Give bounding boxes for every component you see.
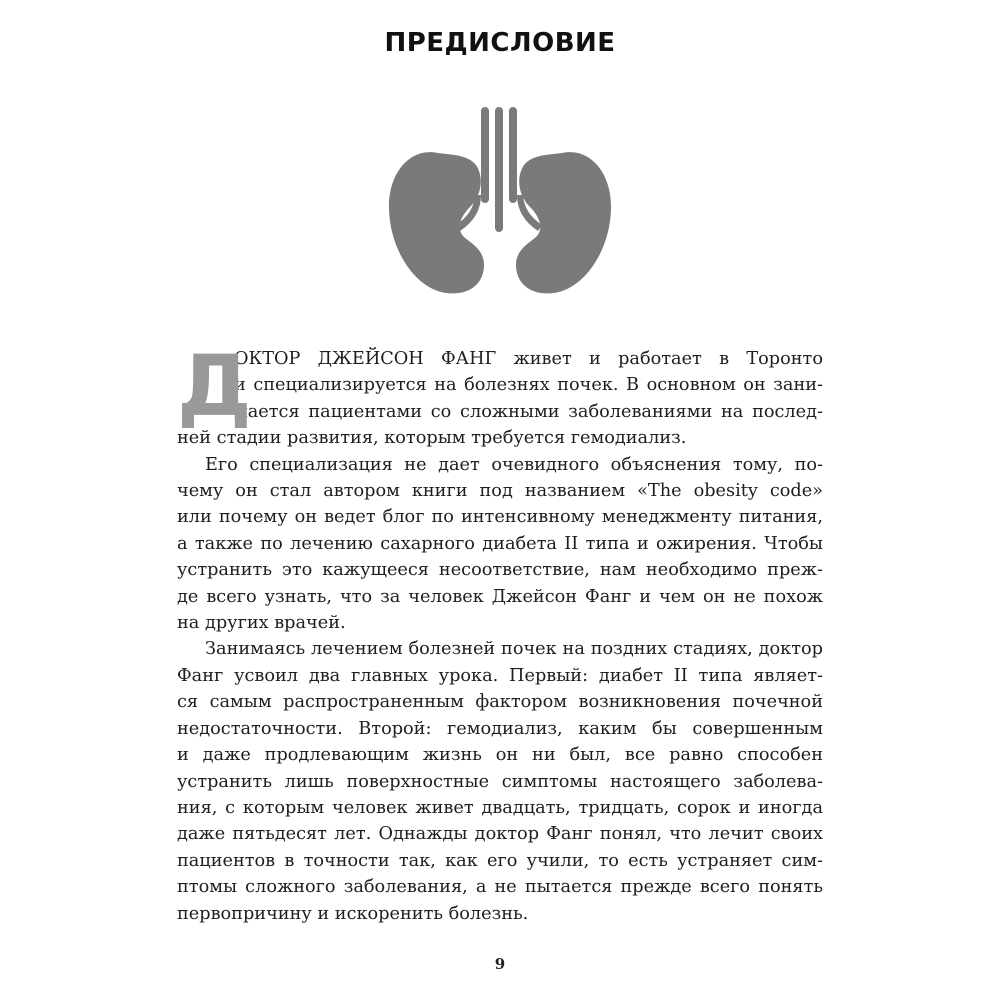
text-line: ся самым распространенным фактором возникновения почечной xyxy=(177,692,823,713)
text-line: Фанг усвоил два главных урока. Первый: диабет II типа являет- xyxy=(177,665,823,686)
text-line: даже пятьдесят лет. Однажды доктор Фанг понял, что лечит своих xyxy=(177,824,823,845)
kidneys-icon xyxy=(380,105,620,300)
text-line: мается пациентами со сложными заболеваниями на послед- xyxy=(234,401,823,422)
ureter-left-tube xyxy=(481,107,489,203)
text-line: Занимаясь лечением болезней почек на поздних стадиях, доктор xyxy=(205,639,823,660)
text-line: чему он стал автором книги под названием «The obesity code» xyxy=(177,481,823,502)
paragraph-2 xyxy=(177,452,823,637)
page-title: ПРЕДИСЛОВИЕ xyxy=(384,28,616,58)
ureter-right-tube xyxy=(509,107,517,203)
text-line: или почему он ведет блог по интенсивному менеджменту питания, xyxy=(177,507,823,528)
paragraph-3 xyxy=(177,636,823,926)
body-text xyxy=(177,337,823,927)
text-line: на других врачей. xyxy=(177,613,346,634)
text-line: устранить это кажущееся несоответствие, нам необходимо преж- xyxy=(177,560,823,581)
page-number: 9 xyxy=(494,955,506,973)
paragraph-1 xyxy=(177,337,823,452)
text-line: птомы сложного заболевания, а не пытается прежде всего понять xyxy=(177,877,823,898)
text-line: первопричину и искоренить болезнь. xyxy=(177,903,529,924)
text-line: ней стадии развития, которым требуется гемодиализ. xyxy=(177,428,687,449)
text-line: пациентов в точности так, как его учили, то есть устраняет сим- xyxy=(177,850,823,871)
drop-cap-letter: Д xyxy=(177,337,252,435)
text-line: ния, с которым человек живет двадцать, тридцать, сорок и иногда xyxy=(177,797,823,818)
text-line: а также по лечению сахарного диабета II типа и ожирения. Чтобы xyxy=(177,533,823,554)
text-line: ОКТОР ДЖЕЙСОН ФАНГ живет и работает в Торонто xyxy=(234,349,823,369)
ureter-center-tube xyxy=(495,107,503,232)
text-line: Его специализация не дает очевидного объяснения тому, по- xyxy=(205,454,823,475)
text-line: устранить лишь поверхностные симптомы настоящего заболева- xyxy=(177,771,823,792)
text-line: и даже продлевающим жизнь он ни был, все равно способен xyxy=(177,745,823,766)
text-line: и специализируется на болезнях почек. В основном он зани- xyxy=(234,375,823,396)
kidneys-illustration xyxy=(380,105,620,300)
text-line: недостаточности. Второй: гемодиализ, каким бы совершенным xyxy=(177,718,823,739)
text-line: де всего узнать, что за человек Джейсон Фанг и чем он не похож xyxy=(177,586,823,607)
